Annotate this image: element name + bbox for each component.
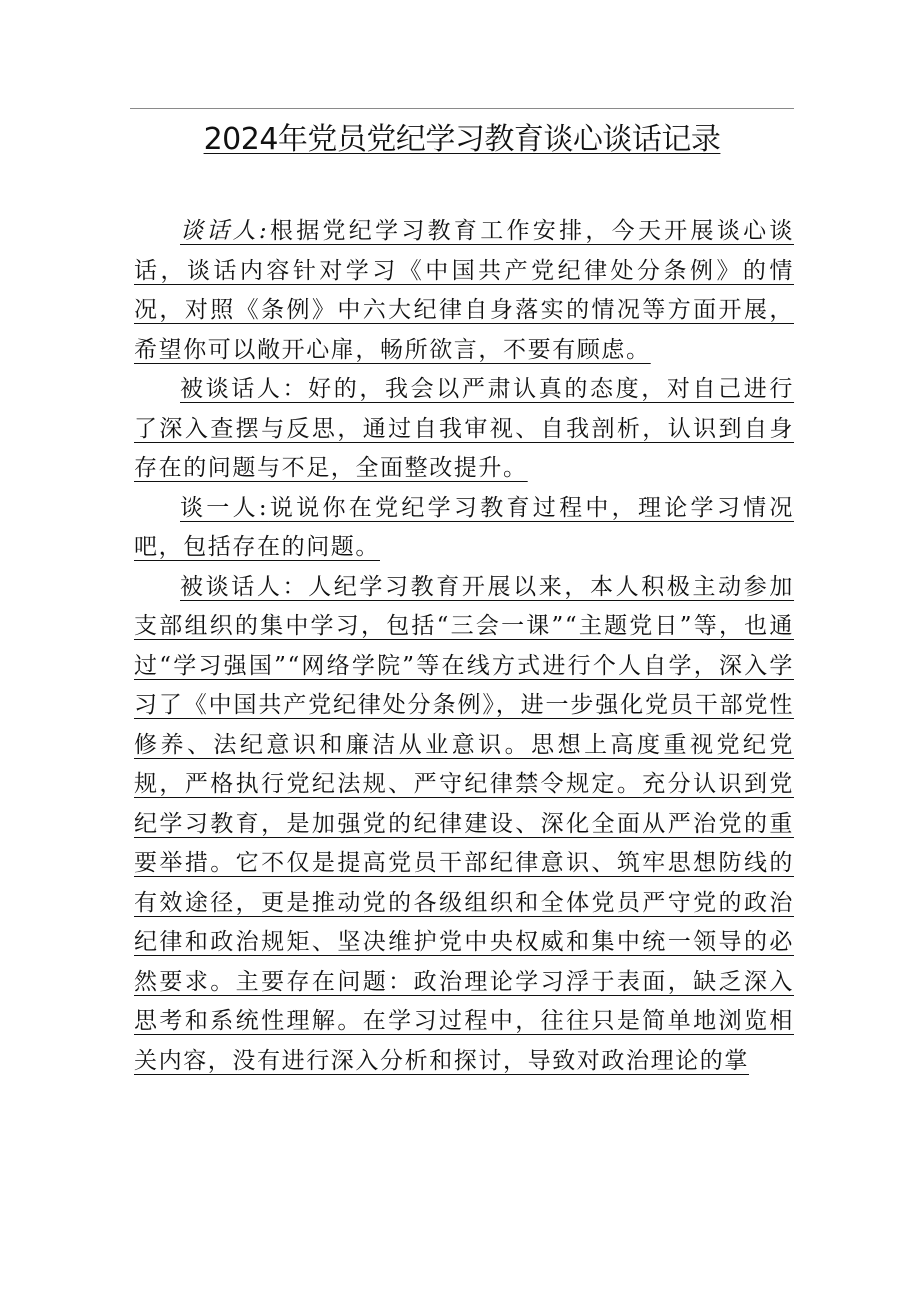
paragraph-interviewer-question: [134, 489, 794, 568]
paragraph-interviewer-intro: [134, 212, 794, 370]
speaker-label: 被谈话人：: [180, 376, 309, 402]
document-title: [130, 120, 794, 160]
header-rule: [130, 108, 794, 109]
paragraph-text: 根据党纪学习教育工作安排，今天开展谈心谈话，谈话内容针对学习《中国共产党纪律处分条例》的情况，对照《条例》中六大纪律自身落实的情况等方面开展，希望你可以敞开心扉，畅所欲言，不要有顾虑。: [134, 218, 794, 363]
paragraph-text: 说说你在党纪学习教育过程中，理论学习情况吧，包括存在的问题。: [134, 494, 794, 560]
document-body: [134, 212, 794, 1081]
paragraph-interviewee-answer: [134, 568, 794, 1082]
paragraph-text: 人纪学习教育开展以来，本人积极主动参加支部组织的集中学习，包括“三会一课”“主题党日”等，也通过“学习强国”“网络学院”等在线方式进行个人自学，深入学习了《中国共产党纪律处分条例》，进一步强化党员干部党性修养、法纪意识和廉洁从业意识。思想上高度重视党纪党规，严格执行党纪法规、严守纪律禁令规定。充分认识到党纪学习教育，是加强党的纪律建设、深化全面从严治党的重要举措。它不仅是提高党员干部纪律意识、筑牢思想防线的有效途径，更是推动党的各级组织和全体党员严守党的政治纪律和政治规矩、坚决维护党中央权威和集中统一领导的必然要求。主要存在问题：政治理论学习浮于表面，缺乏深入思考和系统性理解。在学习过程中，往往只是简单地浏览相关内容，没有进行深入分析和探讨，导致对政治理论的掌: [134, 573, 795, 1074]
speaker-label: 谈一人:: [180, 494, 269, 521]
paragraph-interviewee-reply: [134, 370, 794, 489]
speaker-label: 谈话人:: [180, 218, 269, 244]
paragraph-text: 好的，我会以严肃认真的态度，对自己进行了深入查摆与反思，通过自我审视、自我剖析，认识到自身存在的问题与不足，全面整改提升。: [134, 376, 795, 481]
speaker-label: 被谈话人：: [180, 573, 309, 600]
document-title-text: 2024年党员党纪学习教育谈心谈话记录: [203, 122, 721, 157]
